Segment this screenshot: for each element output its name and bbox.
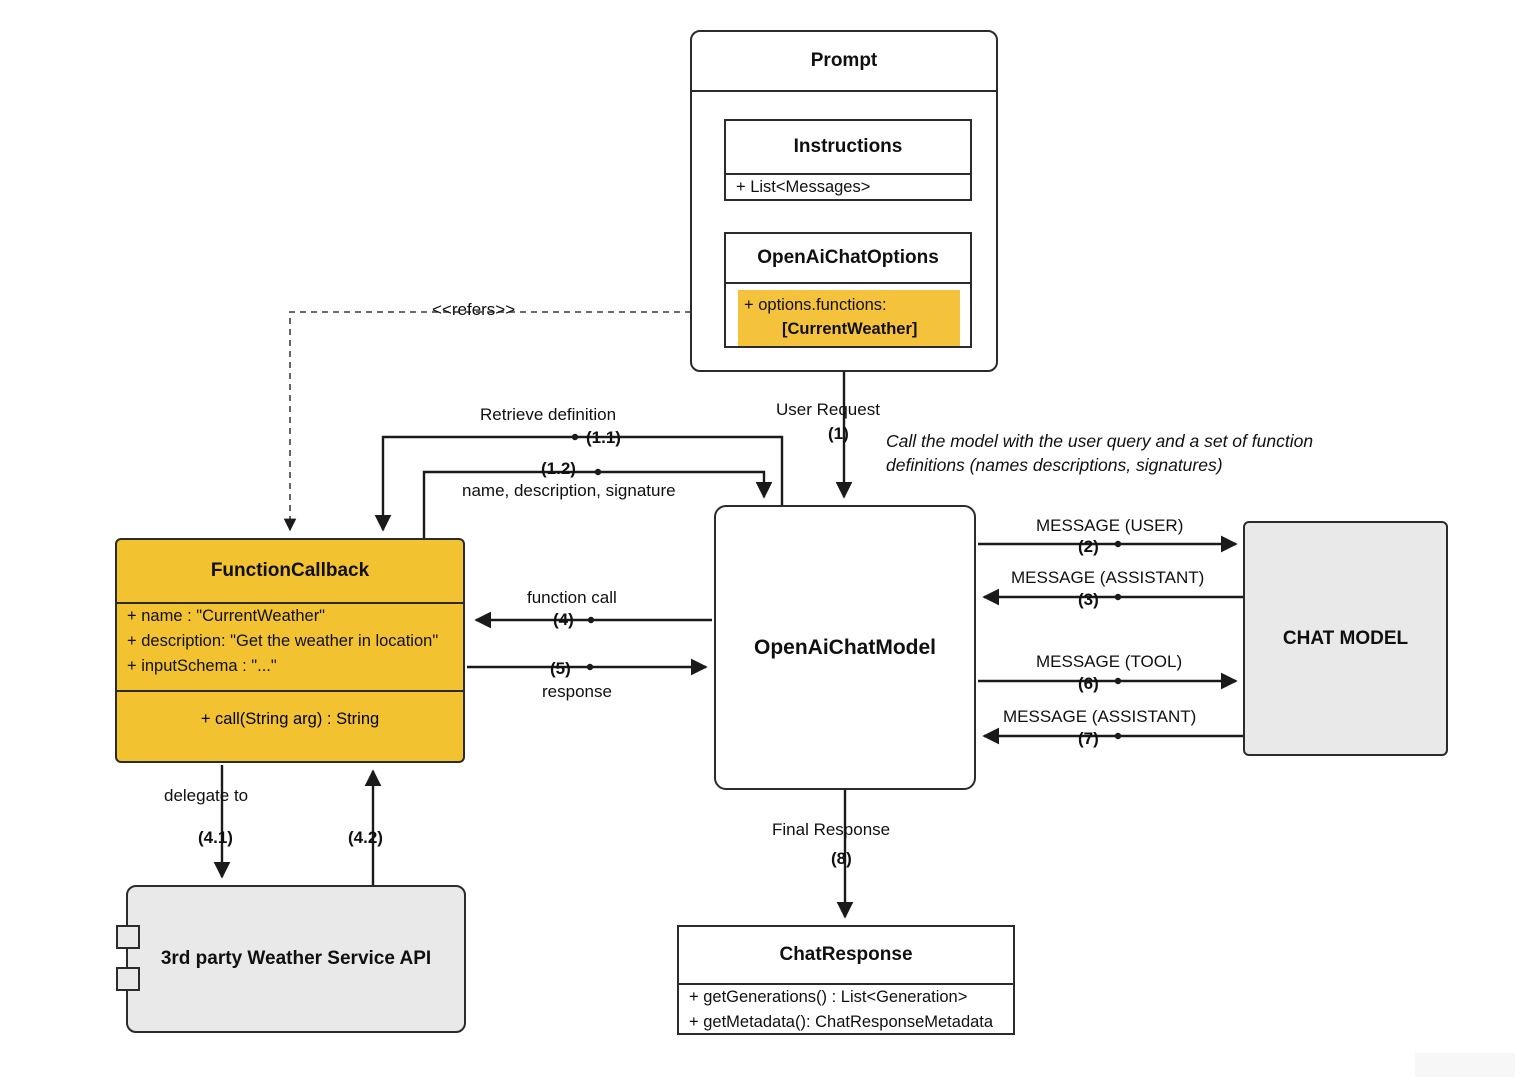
chatresponse-attr-getmetadata: + getMetadata(): ChatResponseMetadata	[689, 1013, 994, 1031]
node-openaichatoptions[interactable]	[724, 232, 972, 348]
node-openaichatmodel[interactable]	[714, 505, 976, 790]
edge-step-message-assistant-2: (7)	[1078, 729, 1099, 748]
chatresponse-attributes	[679, 985, 1013, 1035]
functioncallback-attr-description: + description: "Get the weather in location"	[127, 632, 439, 650]
functioncallback-title: FunctionCallback	[210, 560, 370, 581]
edge-label-message-assistant-1: MESSAGE (ASSISTANT)	[1011, 568, 1205, 587]
instructions-title: Instructions	[793, 136, 903, 157]
edge-step-delegate-to: (4.1)	[198, 828, 233, 847]
edge-label-definition-data: name, description, signature	[462, 481, 676, 500]
options-functions-highlight	[738, 290, 960, 346]
edge-step-retrieve-definition: (1.1)	[586, 428, 621, 447]
edge-label-final-response: Final Response	[772, 820, 891, 839]
edge-label-response: response	[542, 682, 612, 701]
weather-service-title: 3rd party Weather Service API	[160, 948, 432, 970]
functioncallback-attr-name: + name : "CurrentWeather"	[127, 607, 326, 625]
edge-step-definition-data: (1.2)	[541, 459, 576, 478]
edge-step-user-request: (1)	[828, 424, 849, 443]
edge-label-delegate-to: delegate to	[164, 786, 249, 805]
edge-label-function-call: function call	[527, 588, 617, 607]
openaichatoptions-divider	[726, 282, 970, 284]
edge-label-refers: <<refers>>	[432, 300, 516, 319]
instructions-attribute: + List<Messages>	[736, 178, 871, 196]
options-functions-label: + options.functions:	[744, 296, 887, 314]
edge-step-response: (5)	[550, 659, 571, 678]
options-functions-value: [CurrentWeather]	[782, 319, 918, 338]
node-functioncallback[interactable]	[115, 538, 465, 763]
prompt-title-divider	[692, 90, 996, 92]
edge-step-final-response: (8)	[831, 849, 852, 868]
note-call-the-model: Call the model with the user query and a set of function definitions (names descriptions, signatures)	[886, 431, 1314, 475]
edge-label-message-tool: MESSAGE (TOOL)	[1036, 652, 1183, 671]
edge-label-message-user: MESSAGE (USER)	[1036, 516, 1184, 535]
node-chatmodel[interactable]	[1243, 521, 1448, 756]
edge-label-message-assistant-2: MESSAGE (ASSISTANT)	[1003, 707, 1197, 726]
edge-step-delegate-back: (4.2)	[348, 828, 383, 847]
chatresponse-title: ChatResponse	[779, 944, 913, 965]
functioncallback-method: + call(String arg) : String	[200, 710, 380, 728]
node-weather-service[interactable]	[126, 885, 466, 1033]
edge-step-message-user: (2)	[1078, 537, 1099, 556]
edge-step-message-tool: (6)	[1078, 674, 1099, 693]
openaichatoptions-title: OpenAiChatOptions	[757, 247, 939, 268]
chatmodel-title: CHAT MODEL	[1282, 627, 1409, 649]
chatresponse-attr-getgenerations: + getGenerations() : List<Generation>	[689, 988, 968, 1006]
node-instructions[interactable]	[724, 119, 972, 201]
functioncallback-attr-inputschema: + inputSchema : "..."	[127, 657, 277, 675]
watermark	[1415, 1053, 1515, 1077]
prompt-title: Prompt	[810, 50, 878, 71]
edge-step-function-call: (4)	[553, 610, 574, 629]
edge-step-message-assistant-1: (3)	[1078, 590, 1099, 609]
functioncallback-attributes	[117, 604, 463, 679]
edge-label-user-request: User Request	[776, 400, 880, 419]
edge-label-retrieve-definition: Retrieve definition	[480, 405, 617, 424]
openaichatmodel-title: OpenAiChatModel	[754, 635, 936, 659]
node-chatresponse[interactable]	[677, 925, 1015, 1035]
